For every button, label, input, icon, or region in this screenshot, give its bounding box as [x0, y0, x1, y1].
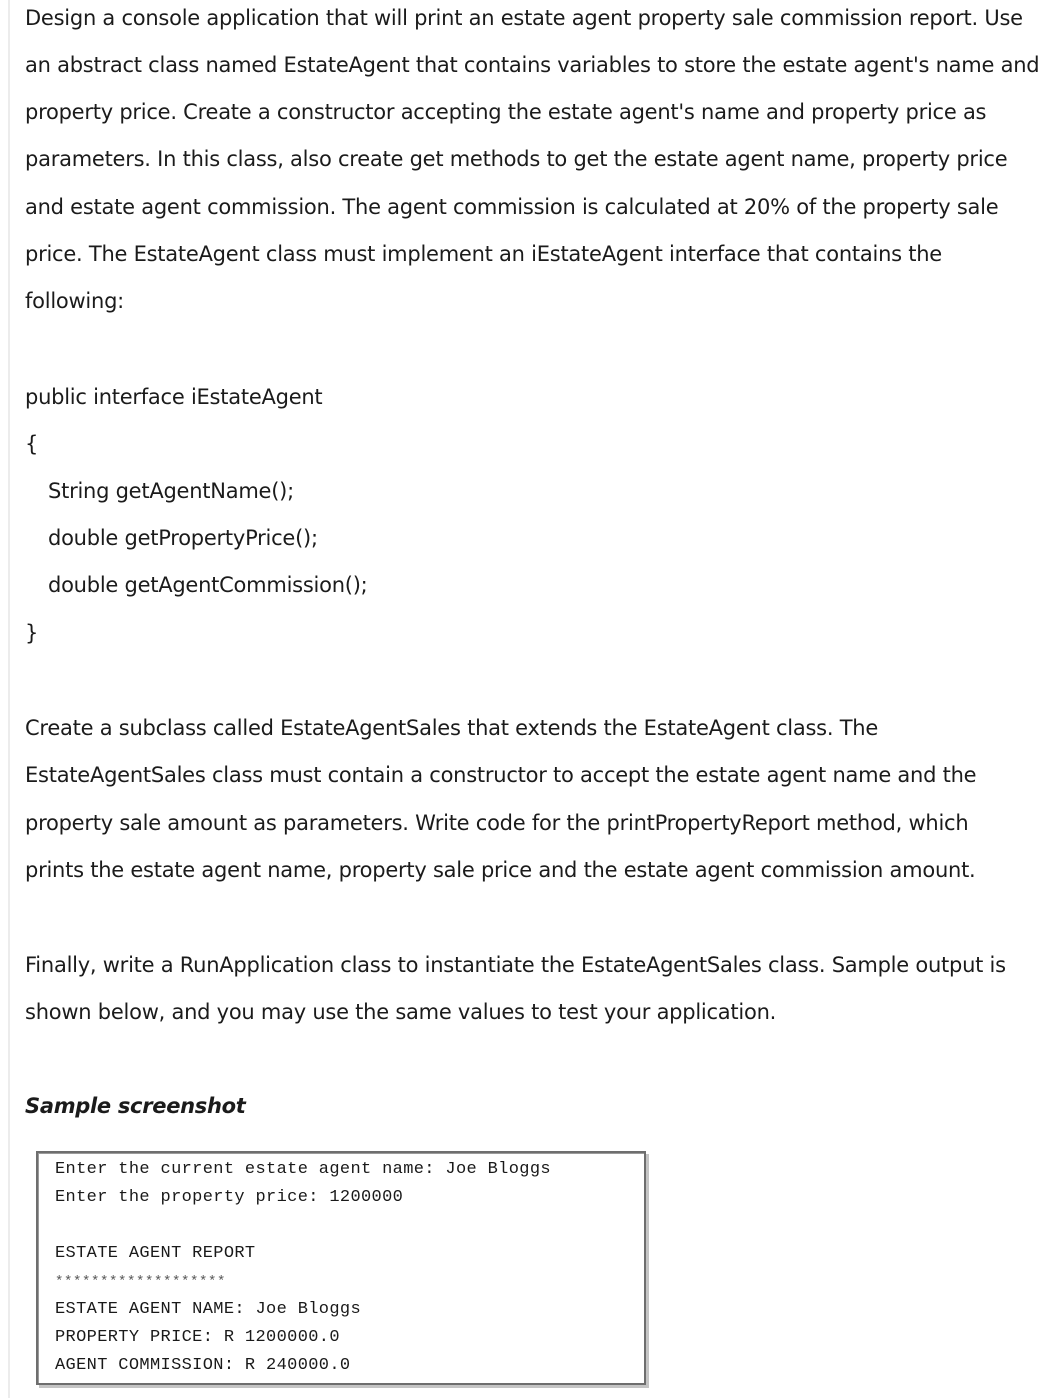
paragraph-line: and estate agent commission. The agent commission is calculated at 20% of the property sale — [25, 195, 999, 219]
method-signature-property-price: double getPropertyPrice(); — [48, 526, 318, 550]
paragraph-line: Create a subclass called EstateAgentSales that extends the EstateAgent class. The — [25, 716, 879, 740]
console-output-screenshot — [36, 1151, 646, 1385]
console-prompt-name: Enter the current estate agent name: Joe Bloggs — [55, 1160, 551, 1179]
interface-declaration: public interface iEstateAgent — [25, 385, 323, 409]
paragraph-line: parameters. In this class, also create get methods to get the estate agent name, property price — [25, 147, 1008, 171]
method-signature-agent-commission: double getAgentCommission(); — [48, 573, 368, 597]
paragraph-line: Finally, write a RunApplication class to instantiate the EstateAgentSales class. Sample output is — [25, 953, 1006, 977]
console-agent-name: ESTATE AGENT NAME: Joe Bloggs — [55, 1300, 361, 1319]
console-prompt-price: Enter the property price: 1200000 — [55, 1188, 404, 1207]
console-separator: ******************* — [55, 1274, 227, 1290]
method-signature-agent-name: String getAgentName(); — [48, 479, 294, 503]
console-property-price: PROPERTY PRICE: R 1200000.0 — [55, 1328, 340, 1347]
paragraph-line: prints the estate agent name, property sale price and the estate agent commission amount. — [25, 858, 976, 882]
console-report-title: ESTATE AGENT REPORT — [55, 1244, 256, 1263]
open-brace: { — [25, 432, 39, 456]
paragraph-line: property price. Create a constructor accepting the estate agent's name and property price as — [25, 100, 987, 124]
paragraph-line: an abstract class named EstateAgent that contains variables to store the estate agent's name and — [25, 53, 1040, 77]
paragraph-line: following: — [25, 289, 124, 313]
paragraph-line: EstateAgentSales class must contain a constructor to accept the estate agent name and the — [25, 763, 977, 787]
console-agent-commission: AGENT COMMISSION: R 240000.0 — [55, 1356, 351, 1375]
paragraph-line: Design a console application that will print an estate agent property sale commission report. Use — [25, 6, 1023, 30]
paragraph-line: property sale amount as parameters. Write code for the printPropertyReport method, which — [25, 811, 969, 835]
close-brace: } — [25, 621, 39, 645]
paragraph-line: shown below, and you may use the same values to test your application. — [25, 1000, 777, 1024]
paragraph-line: price. The EstateAgent class must implement an iEstateAgent interface that contains the — [25, 242, 942, 266]
left-margin-rule — [8, 0, 10, 1398]
sample-screenshot-heading: Sample screenshot — [25, 1094, 246, 1118]
